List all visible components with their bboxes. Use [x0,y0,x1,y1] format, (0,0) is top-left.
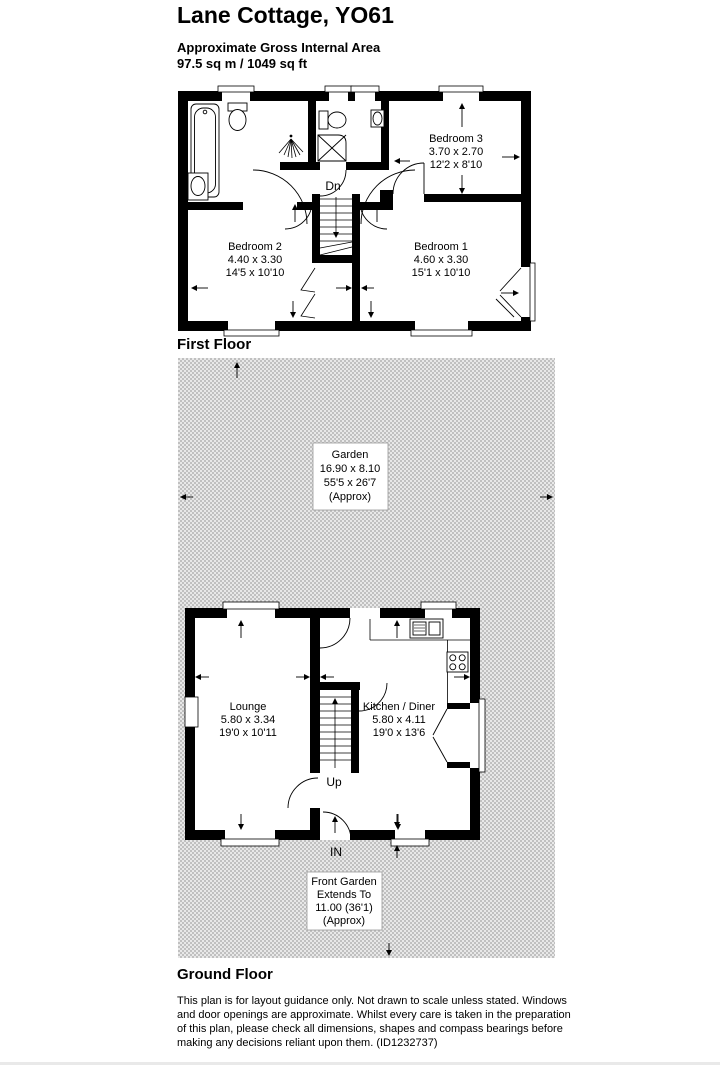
gross-area-value: 97.5 sq m / 1049 sq ft [177,56,308,71]
garden-name: Garden [331,449,369,461]
kitchen-imperial: 19'0 x 13'6 [372,727,426,739]
kitchen-sink-icon [410,619,443,638]
bedroom1-name: Bedroom 1 [414,241,468,253]
stairs-up-label: Up [326,775,342,789]
header [177,2,394,72]
bedroom2-name: Bedroom 2 [228,241,282,253]
front-garden-line3: 11.00 (36'1) [315,902,373,914]
ground-floor-heading: Ground Floor [177,966,273,983]
disclaimer-line: making any decisions reliant upon them. (ID1232737) [177,1037,438,1049]
garden-approx: (Approx) [328,491,372,503]
bedroom2-imperial: 14'5 x 10'10 [225,267,285,279]
entrance-label: IN [330,845,342,859]
lounge-name: Lounge [229,701,267,713]
disclaimer-line: This plan is for layout guidance only. Not drawn to scale unless stated. Windows [177,995,567,1007]
bedroom1-metric: 4.60 x 3.30 [413,254,469,266]
disclaimer-line: and door openings are approximate. Whilst every care is taken in the preparation [177,1009,571,1021]
kitchen-name: Kitchen / Diner [362,701,436,713]
bedroom3-imperial: 12'2 x 8'10 [429,159,483,171]
garden-imperial: 55'5 x 26'7 [323,477,377,489]
front-garden-line4: (Approx) [322,915,366,927]
front-garden-line1: Front Garden [311,876,377,888]
bedroom3-metric: 3.70 x 2.70 [428,146,484,158]
front-garden-label [307,872,382,930]
front-garden-line2: Extends To [316,889,372,901]
bedroom1-imperial: 15'1 x 10'10 [411,267,471,279]
gross-area-label: Approximate Gross Internal Area [177,40,381,55]
garden-label [313,443,388,510]
lounge-metric: 5.80 x 3.34 [220,714,276,726]
toilet-icon [228,103,247,131]
disclaimer-line: of this plan, please check all dimensions, shapes and compass bearings before [177,1023,563,1035]
shower-cubicle-icon [318,135,346,161]
first-floor-heading: First Floor [177,336,252,353]
stairs-down-label: Dn [325,179,341,193]
bedroom3-name: Bedroom 3 [429,133,483,145]
page-title: Lane Cottage, YO61 [177,2,394,28]
kitchen-metric: 5.80 x 4.11 [372,714,426,726]
hob-icon [447,652,468,672]
ground-floor-plan [178,358,555,958]
basin-icon [188,173,208,200]
first-floor-plan [172,85,537,337]
toilet-icon-2 [319,111,346,129]
disclaimer [177,994,571,1050]
garden-metric: 16.90 x 8.10 [319,463,381,475]
basin-icon-2 [371,110,384,127]
lounge-imperial: 19'0 x 10'11 [219,727,277,739]
bedroom2-metric: 4.40 x 3.30 [227,254,283,266]
